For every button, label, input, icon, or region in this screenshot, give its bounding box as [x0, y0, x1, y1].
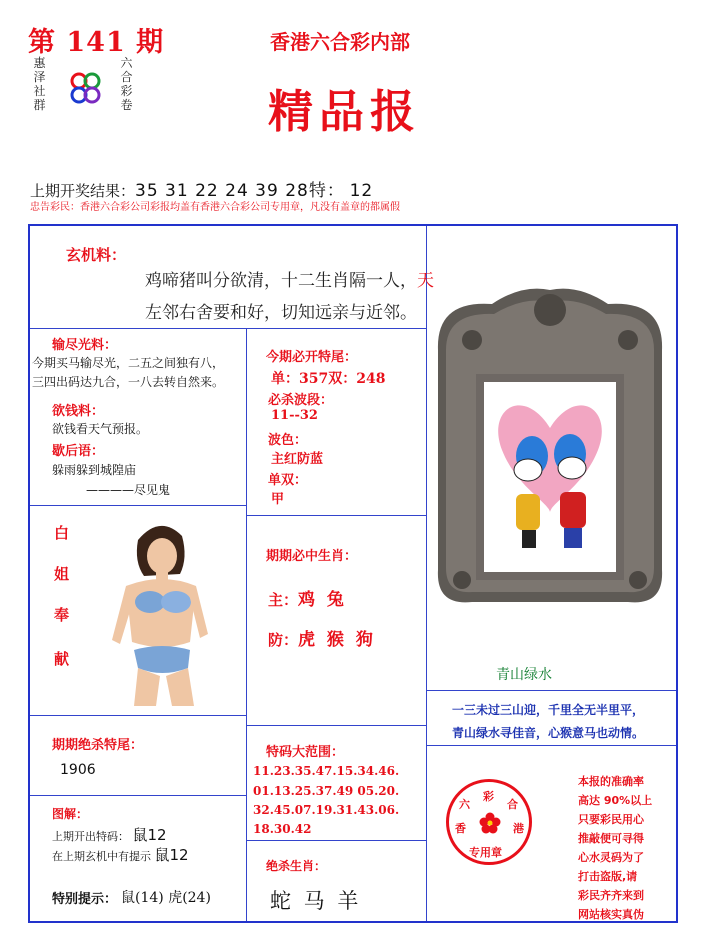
xiehouyu-label: 歇后语：: [52, 444, 105, 459]
results-special: 12: [349, 181, 374, 201]
shujin-line1: 今期买马输尽光，二五之间独有八，: [32, 356, 225, 370]
jueshate-value: 1906: [60, 762, 96, 778]
divider: [246, 328, 247, 921]
big-title: 精品报: [268, 85, 422, 138]
xuanji-line2: 左邻右舍要和好，切知远亲与近邻。: [145, 303, 417, 323]
results-special-label: 特：: [308, 181, 345, 201]
tebie-label: 特别提示：: [52, 892, 118, 907]
hk-title: 香港六合彩内部: [270, 30, 410, 54]
divider: [426, 690, 676, 691]
bijia-label3: 波色：: [268, 433, 308, 448]
baijie-char: 白: [54, 524, 70, 542]
model-photo: [104, 518, 212, 706]
tujie-line2: 在上期玄机中有提示 鼠12: [52, 846, 189, 864]
baijie-char: 奉: [54, 606, 70, 624]
xiehouyu-answer: ————尽见鬼: [86, 483, 171, 497]
shengxiao-main: 主：鸡 兔: [268, 590, 347, 610]
poem-line1: 一三未过三山迎，千里全无半里平，: [452, 703, 645, 717]
divider: [246, 725, 426, 726]
tema-row: 18.30.42: [253, 822, 312, 836]
picture-caption: 青山绿水: [496, 667, 552, 683]
tema-row: 01.13.25.37.49 05.20.: [253, 784, 400, 798]
divider: [426, 226, 427, 921]
tebie-value: 鼠(14) 虎(24): [121, 890, 211, 906]
shujin-line2: 三四出码达九合，一八去转自然来。: [32, 375, 225, 389]
xuanji-line1: 鸡啼猪叫分欲清，十二生肖隔一人，天: [145, 271, 434, 291]
bijia-value3: 主红防蓝: [271, 452, 324, 467]
divider: [246, 840, 426, 841]
right-vertical-text: 六 合 彩 卷: [120, 56, 133, 112]
shengxiao-label: 期期必中生肖：: [266, 549, 358, 564]
shengxiao-fang: 防：虎 猴 狗: [268, 630, 376, 650]
bijia-label4: 单双：: [268, 473, 308, 488]
bijia-label2: 必杀波段：: [268, 393, 334, 408]
baijie-char: 姐: [54, 565, 70, 583]
tema-row: 32.45.07.19.31.43.06.: [253, 803, 400, 817]
notice: 忠告彩民：香港六合彩公司彩报均盖有香港六合彩公司专用章，凡没有盖章的都属假: [30, 202, 400, 213]
lottery-logo-icon: [66, 70, 104, 108]
jueshate-label: 期期绝杀特尾：: [52, 738, 144, 753]
baijie-char: 献: [54, 650, 70, 668]
yuqian-text: 欲钱看天气预报。: [52, 422, 149, 436]
divider: [426, 745, 676, 746]
divider: [30, 795, 246, 796]
yuqian-label: 欲钱料：: [52, 404, 105, 419]
accuracy-note: 本报的准确率 高达 90%以上 只要彩民用心 推敲便可寻得 心水灵码为了 打击盗版,请 彩民齐齐来到 网站核实真伪: [578, 775, 653, 921]
divider: [30, 328, 426, 329]
tujie-label: 图解：: [52, 807, 89, 821]
xiehouyu-text: 躲雨躲到城隍庙: [52, 463, 137, 477]
tema-row: 11.23.35.47.15.34.46.: [253, 764, 400, 778]
bijia-label1: 今期必开特尾：: [266, 350, 358, 365]
poem-line2: 青山绿水寻佳音，心猴意马也动情。: [452, 726, 645, 740]
jueshashengxiao-label: 绝杀生肖：: [266, 859, 327, 873]
xuanji-label: 玄机料：: [66, 246, 127, 264]
shujin-label: 输尽光料：: [52, 338, 118, 353]
divider: [30, 505, 246, 506]
bijia-value2: 11--32: [271, 408, 318, 423]
issue-number: 第 141 期: [28, 27, 165, 58]
results-label: 上期开奖结果：: [30, 182, 136, 200]
bijia-value1: 单：357双：248: [271, 371, 386, 387]
divider: [30, 715, 246, 716]
divider: [246, 515, 426, 516]
tema-label: 特码大范围：: [266, 745, 345, 760]
bijia-value4: 甲: [271, 492, 285, 507]
framed-picture: [432, 280, 668, 612]
bauhinia-flower-icon: [479, 812, 501, 834]
official-stamp: 六 彩 合 香 港 专用章: [446, 779, 532, 865]
jueshashengxiao-value: 蛇 马 羊: [270, 889, 362, 913]
left-vertical-text: 惠 泽 社 群: [33, 56, 46, 112]
tujie-line1: 上期开出特码： 鼠12: [52, 826, 167, 844]
results-numbers: 35 31 22 24 39 28: [135, 181, 309, 201]
